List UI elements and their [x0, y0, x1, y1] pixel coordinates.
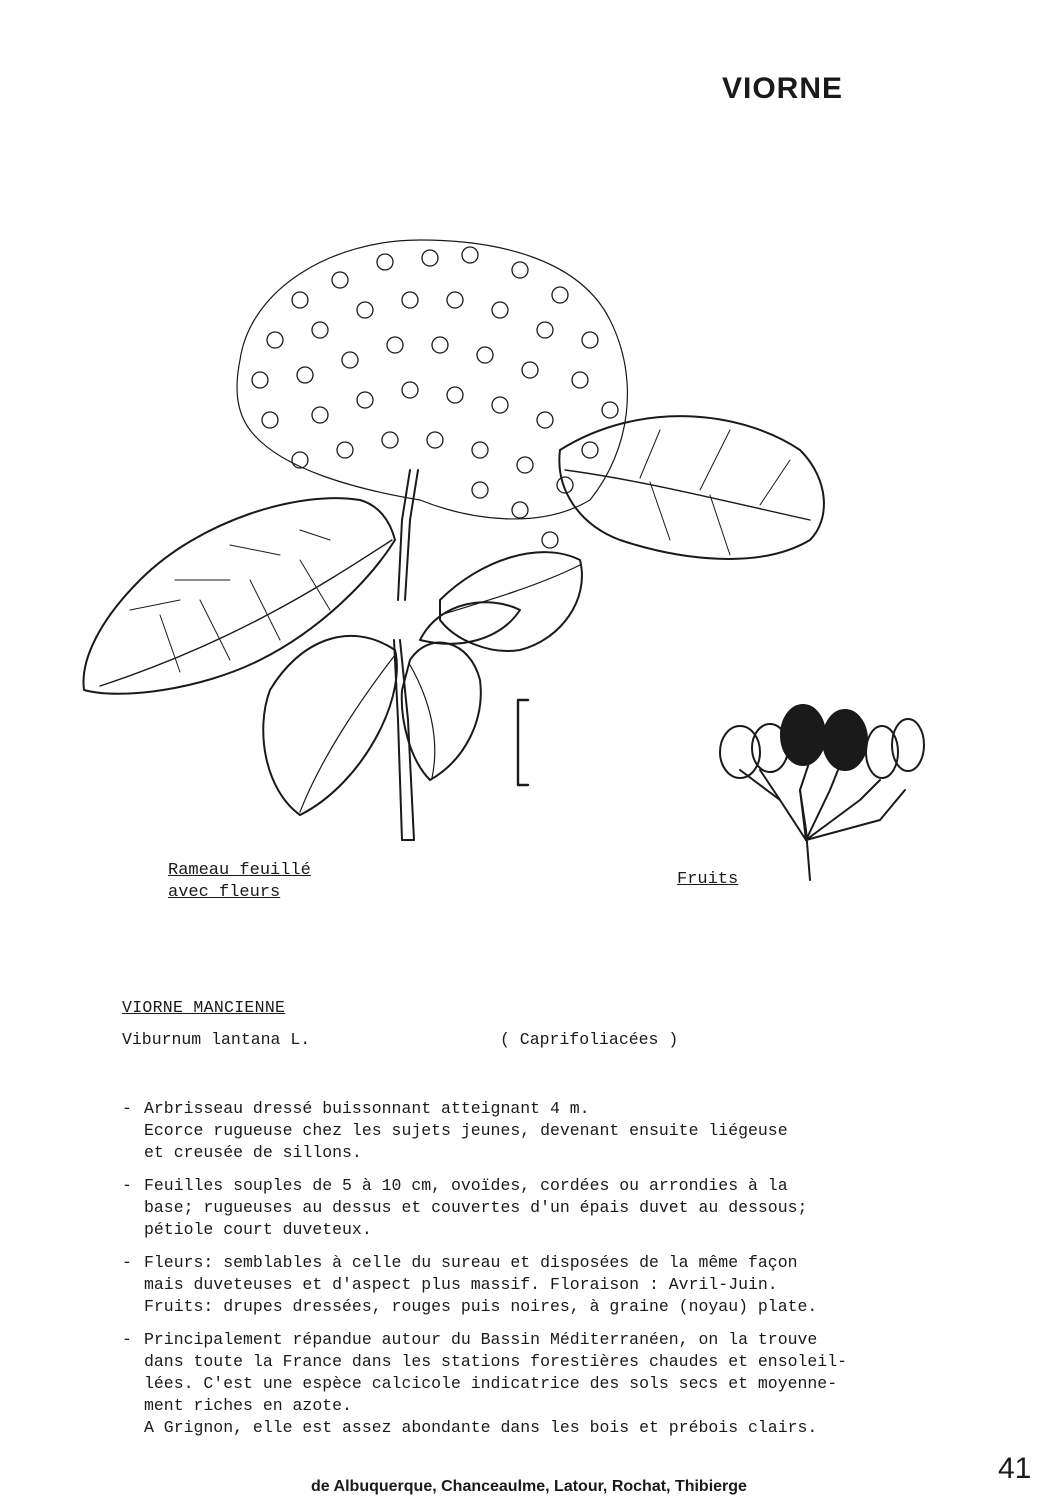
bullet: - — [122, 1099, 132, 1118]
leafy-branch-with-flowers-drawing — [83, 240, 823, 840]
description-item-distribution: - Principalement répandue autour du Bassin Méditerranéen, on la trouve dans toute la France dans les stations forestières chaudes et ensoleil- lées. C'est une espèce calcicole indicatrice des sols secs et moyenne- ment riches en azote. A Grignon, elle est assez abondante dans les bois et prébois clairs. — [122, 1330, 848, 1437]
species-family: ( Caprifoliacées ) — [500, 1030, 679, 1049]
description-item-leaves: - Feuilles souples de 5 à 10 cm, ovoïdes, cordées ou arrondies à la base; rugueuses au dessus et couvertes d'un épais duvet au dessous; pétiole court duveteux. — [122, 1176, 808, 1239]
species-latin-name: Viburnum lantana L. — [122, 1030, 311, 1049]
bullet: - — [122, 1176, 132, 1195]
bullet: - — [122, 1253, 132, 1272]
caption-fruits: Fruits — [677, 870, 739, 889]
description-list — [122, 1098, 942, 1450]
page-title: VIORNE — [722, 72, 844, 105]
description-item-habit: - Arbrisseau dressé buissonnant atteignant 4 m. Ecorce rugueuse chez les sujets jeunes, devenant ensuite liégeuse et creusée de sillons. — [122, 1099, 788, 1162]
bullet: - — [122, 1330, 132, 1349]
fruit-cluster-drawing — [720, 705, 924, 880]
caption-rameau: Rameau feuillé avec fleurs — [168, 861, 311, 902]
scale-bar — [518, 700, 528, 785]
author-credits: de Albuquerque, Chanceaulme, Latour, Rochat, Thibierge — [311, 1478, 747, 1495]
species-common-name: VIORNE MANCIENNE — [122, 998, 286, 1017]
description-item-flowers: - Fleurs: semblables à celle du sureau et disposées de la même façon mais duveteuses et d'aspect plus massif. Floraison : Avril-Juin. Fruits: drupes dressées, rouges puis noires, à graine (noyau) plate. — [122, 1253, 818, 1316]
page-number: 41 — [998, 1452, 1032, 1485]
